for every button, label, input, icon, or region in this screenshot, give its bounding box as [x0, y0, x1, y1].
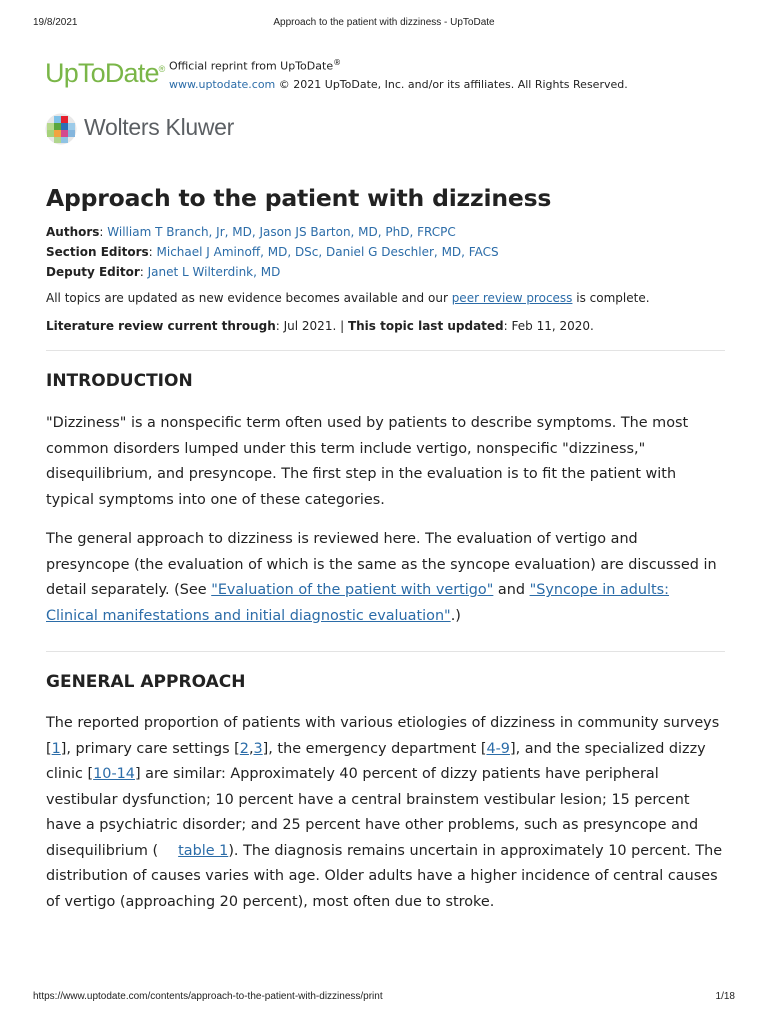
reprint-notice	[169, 54, 628, 94]
section-editors-links[interactable]: Michael J Aminoff, MD, DSc, Daniel G Deschler, MD, FACS	[156, 245, 499, 259]
authors-label: Authors	[46, 225, 100, 239]
ga-text-6: ). The diagnosis remains uncertain in approximately 10 percent. The distribution of causes varies with age. Older adults have a higher incidence of central causes of vertigo (approaching 20 percent), most often due to stroke.	[46, 842, 723, 910]
deputy-editor-link[interactable]: Janet L Wilterdink, MD	[147, 265, 281, 279]
reference-link-2[interactable]: 2	[239, 740, 249, 757]
ga-text-1: The reported proportion of patients with various etiologies of dizziness in community surveys [	[46, 715, 720, 757]
section-editors-label: Section Editors	[46, 245, 149, 259]
peer-review-link[interactable]: peer review process	[451, 291, 573, 305]
intro-p2-end: .)	[450, 607, 461, 624]
ga-text-2: ], primary care settings [	[60, 740, 240, 757]
review-dates	[46, 316, 725, 336]
table-1-link[interactable]: table 1	[178, 842, 229, 859]
print-url: https://www.uptodate.com/contents/approach-to-the-patient-with-dizziness/print	[33, 991, 383, 1002]
lit-review-label: Literature review current through	[46, 319, 276, 333]
intro-paragraph-1: "Dizziness" is a nonspecific term often used by patients to describe symptoms. The most common disorders lumped under this term include vertigo, nonspecific "dizziness," disequilibrium, and presyncope. The first step in the evaluation is to fit the patient with typical symptoms into one of these categories.	[46, 415, 689, 508]
authors-line: Authors: William T Branch, Jr, MD, Jason JS Barton, MD, PhD, FRCPC	[46, 225, 456, 239]
uptodate-logo[interactable]	[45, 52, 165, 90]
update-note-text: All topics are updated as new evidence becomes available and our	[46, 291, 452, 305]
section-heading-general-approach: GENERAL APPROACH	[46, 672, 246, 692]
article-content	[46, 178, 725, 915]
lit-review-value: : Jul 2021. |	[275, 319, 348, 333]
deputy-editor-label: Deputy Editor	[46, 265, 140, 279]
copyright-text: © 2021 UpToDate, Inc. and/or its affiliates. All Rights Reserved.	[275, 77, 628, 91]
article-meta	[46, 222, 725, 282]
intro-p2-and: and	[493, 582, 530, 598]
ga-text-5: ] are similar: Approximately 40 percent of dizzy patients have peripheral vestibular dysfunction; 10 percent have a central brainstem vestibular lesion; 15 percent have a psychiatric disorder; and 25 percent have other problems, such as presyncope and disequilibrium (	[46, 766, 699, 859]
intro-paragraph-2	[46, 527, 725, 629]
ga-comma: ,	[248, 740, 254, 757]
print-header	[0, 17, 768, 33]
print-title: Approach to the patient with dizziness - UpToDate	[273, 17, 495, 28]
last-updated-label: This topic last updated	[347, 319, 504, 333]
link-vertigo-evaluation[interactable]: "Evaluation of the patient with vertigo"	[211, 582, 494, 598]
last-updated-value: : Feb 11, 2020.	[503, 319, 594, 333]
authors-links[interactable]: William T Branch, Jr, MD, Jason JS Barton, MD, PhD, FRCPC	[107, 225, 456, 239]
reference-link-10-14[interactable]: 10-14	[93, 766, 135, 782]
section-editors-line: Section Editors: Michael J Aminoff, MD, DSc, Daniel G Deschler, MD, FACS	[46, 245, 499, 259]
divider	[46, 651, 725, 652]
section-heading-introduction: INTRODUCTION	[46, 371, 193, 391]
ga-text-3: ], the emergency department [	[262, 740, 487, 757]
wolters-kluwer-text: Wolters Kluwer	[84, 114, 235, 140]
update-note-end: is complete.	[572, 291, 650, 305]
site-link[interactable]: www.uptodate.com	[169, 77, 276, 91]
general-approach-paragraph	[46, 711, 725, 915]
reprint-reg: ®	[333, 58, 342, 67]
intro-p2-text: The general approach to dizziness is reviewed here. The evaluation of vertigo and presyncope (the evaluation of which is the same as the syncope evaluation) are discussed in detail separately. (See	[46, 531, 717, 598]
link-syncope-evaluation[interactable]: "Syncope in adults: Clinical manifestations and initial diagnostic evaluation"	[46, 582, 670, 624]
reference-link-3[interactable]: 3	[253, 740, 263, 757]
print-footer	[0, 991, 768, 1007]
deputy-editor-line: Deputy Editor: Janet L Wilterdink, MD	[46, 265, 281, 279]
print-date: 19/8/2021	[33, 17, 78, 28]
divider	[46, 350, 725, 351]
reference-link-1[interactable]: 1	[51, 740, 61, 757]
article-title: Approach to the patient with dizziness	[46, 184, 552, 212]
uptodate-logo-reg: ®	[158, 64, 166, 74]
wolters-kluwer-logo[interactable]	[45, 112, 305, 148]
page-number: 1/18	[715, 991, 735, 1002]
branding-row	[45, 52, 735, 92]
reprint-line: Official reprint from UpToDate	[169, 59, 334, 73]
ga-text-4: ], and the specialized dizzy clinic [	[46, 740, 706, 782]
reference-link-4-9[interactable]: 4-9	[486, 740, 510, 757]
update-note	[46, 288, 725, 308]
wolters-kluwer-icon	[45, 113, 77, 145]
uptodate-logo-text: UpToDate	[45, 58, 159, 88]
